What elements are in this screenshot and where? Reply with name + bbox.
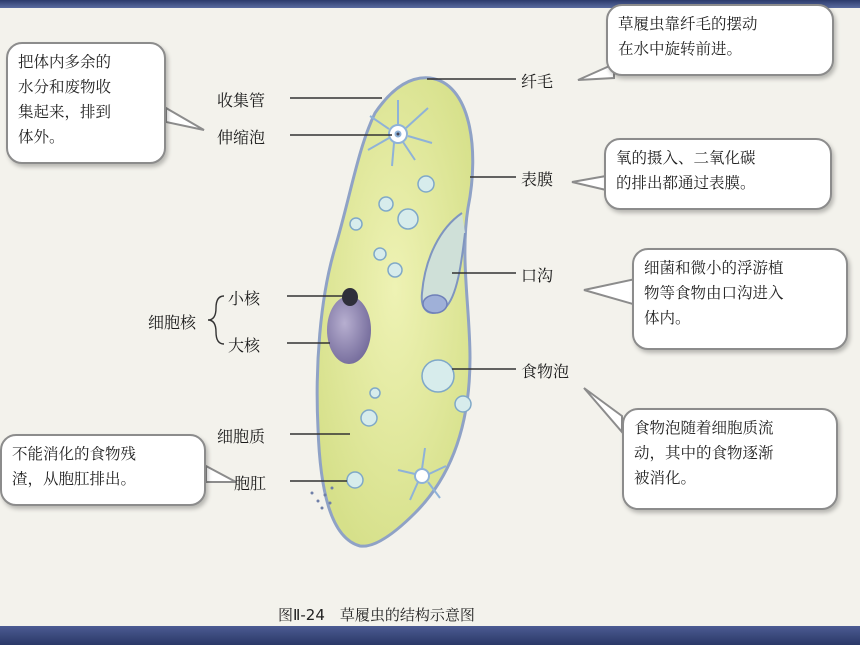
label-nucleus: 细胞核 xyxy=(148,313,197,332)
note-membrane: 氧的摄入、二氧化碳 的排出都通过表膜。 xyxy=(604,138,832,210)
label-cytoplasm: 细胞质 xyxy=(217,427,266,446)
micronucleus xyxy=(342,288,358,306)
label-collecting-canal: 收集管 xyxy=(217,91,266,110)
label-pellicle: 表膜 xyxy=(521,170,554,189)
label-anal-pore: 胞肛 xyxy=(234,474,267,493)
note-food-vacuole: 食物泡随着细胞质流 动，其中的食物逐渐 被消化。 xyxy=(622,408,838,510)
textbook-page xyxy=(0,8,860,626)
label-contractile-vacuole: 伸缩泡 xyxy=(217,128,266,147)
note-cilia: 草履虫靠纤毛的摆动 在水中旋转前进。 xyxy=(606,4,834,76)
note-anal-pore: 不能消化的食物残 渣，从胞肛排出。 xyxy=(0,434,206,506)
macronucleus xyxy=(327,296,371,364)
label-macronucleus: 大核 xyxy=(228,336,261,355)
note-oral-groove: 细菌和微小的浮游植 物等食物由口沟进入 体内。 xyxy=(632,248,848,350)
label-cilia: 纤毛 xyxy=(521,72,554,91)
label-micronucleus: 小核 xyxy=(228,289,261,308)
slide-bottom-bar xyxy=(0,626,860,645)
label-oral-groove: 口沟 xyxy=(521,266,554,285)
note-contractile-vacuole: 把体内多余的 水分和废物收 集起来，排到 体外。 xyxy=(6,42,166,164)
figure-caption: 图Ⅱ-24 草履虫的结构示意图 xyxy=(278,606,475,624)
label-food-vacuole: 食物泡 xyxy=(521,362,570,381)
